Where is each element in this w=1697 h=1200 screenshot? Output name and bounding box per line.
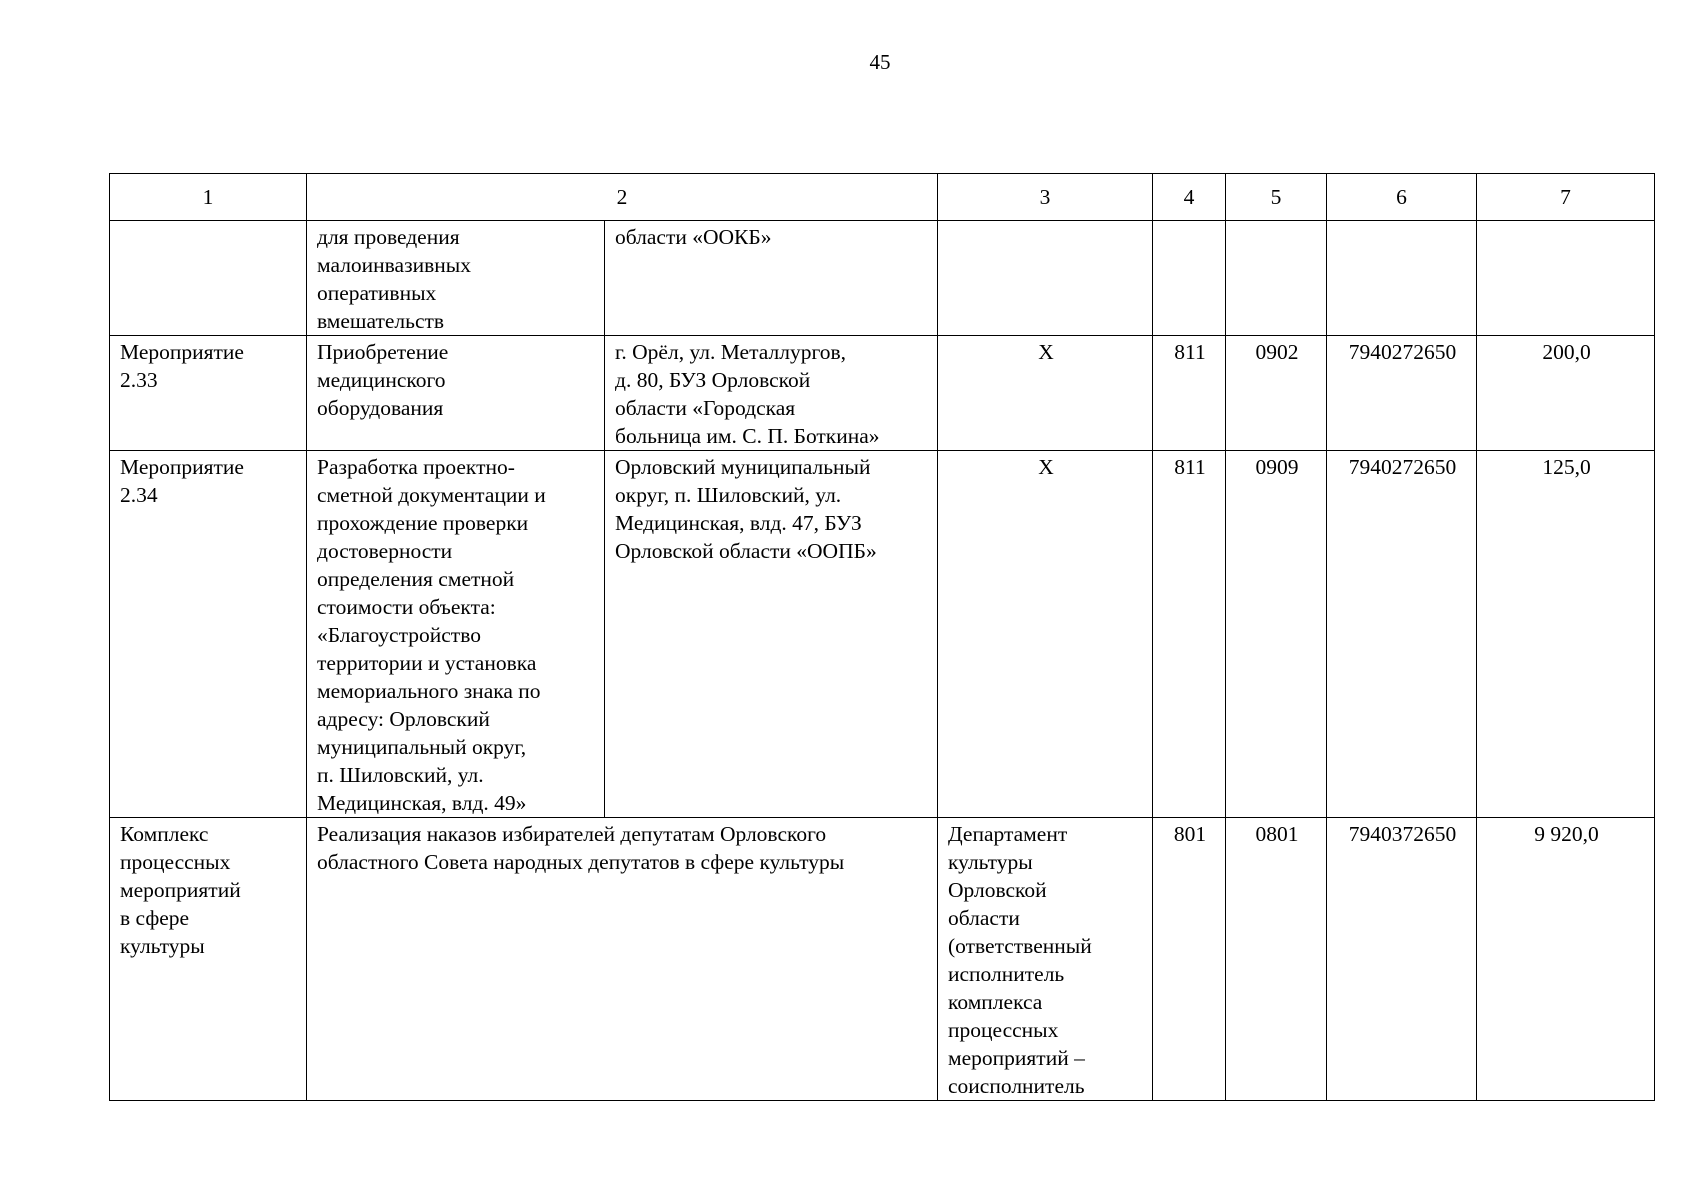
target-article-cell [1327, 221, 1477, 336]
event-description-cell: Приобретение медицинского оборудования [307, 336, 605, 451]
amount-cell: 125,0 [1477, 451, 1655, 818]
target-article-cell: 7940272650 [1327, 451, 1477, 818]
code-cell: 811 [1153, 336, 1226, 451]
event-location-cell: Орловский муниципальный округ, п. Шиловский, ул. Медицинская, влд. 47, БУЗ Орловской области «ООПБ» [605, 451, 938, 818]
target-article-cell: 7940272650 [1327, 336, 1477, 451]
code-cell [1153, 221, 1226, 336]
executor-cell: Департамент культуры Орловской области (ответственный исполнитель комплекса процессных мероприятий – соисполнитель [938, 818, 1153, 1101]
header-cell: 5 [1226, 174, 1327, 221]
header-cell: 3 [938, 174, 1153, 221]
executor-cell [938, 221, 1153, 336]
section-cell: 0801 [1226, 818, 1327, 1101]
table-row [110, 221, 1655, 336]
target-article-cell: 7940372650 [1327, 818, 1477, 1101]
event-location-cell: г. Орёл, ул. Металлургов, д. 80, БУЗ Орловской области «Городская больница им. С. П. Боткина» [605, 336, 938, 451]
table-row [110, 336, 1655, 451]
budget-table [109, 173, 1655, 1101]
header-cell: 4 [1153, 174, 1226, 221]
header-cell: 6 [1327, 174, 1477, 221]
section-cell: 0909 [1226, 451, 1327, 818]
event-description-cell: Разработка проектно- сметной документации и прохождение проверки достоверности определения сметной стоимости объекта: «Благоустройство территории и установка мемориального знака по адресу: Орловский муниципальный округ, п. Шиловский, ул. Медицинская, влд. 49» [307, 451, 605, 818]
section-cell [1226, 221, 1327, 336]
executor-cell: X [938, 451, 1153, 818]
event-name-cell: Мероприятие 2.33 [110, 336, 307, 451]
event-name-cell: Комплекс процессных мероприятий в сфере культуры [110, 818, 307, 1101]
header-cell: 2 [307, 174, 938, 221]
event-description-cell: для проведения малоинвазивных оперативных вмешательств [307, 221, 605, 336]
event-name-cell: Мероприятие 2.34 [110, 451, 307, 818]
amount-cell [1477, 221, 1655, 336]
page-number: 45 [869, 50, 891, 74]
event-description-cell: Реализация наказов избирателей депутатам Орловского областного Совета народных депутатов в сфере культуры [307, 818, 938, 1101]
header-cell: 7 [1477, 174, 1655, 221]
amount-cell: 200,0 [1477, 336, 1655, 451]
executor-cell: X [938, 336, 1153, 451]
event-name-cell [110, 221, 307, 336]
section-cell: 0902 [1226, 336, 1327, 451]
code-cell: 811 [1153, 451, 1226, 818]
header-cell: 1 [110, 174, 307, 221]
code-cell: 801 [1153, 818, 1226, 1101]
event-location-cell: области «ООКБ» [605, 221, 938, 336]
table-row [110, 451, 1655, 818]
table-header-row [110, 174, 1655, 221]
table-row [110, 818, 1655, 1101]
amount-cell: 9 920,0 [1477, 818, 1655, 1101]
